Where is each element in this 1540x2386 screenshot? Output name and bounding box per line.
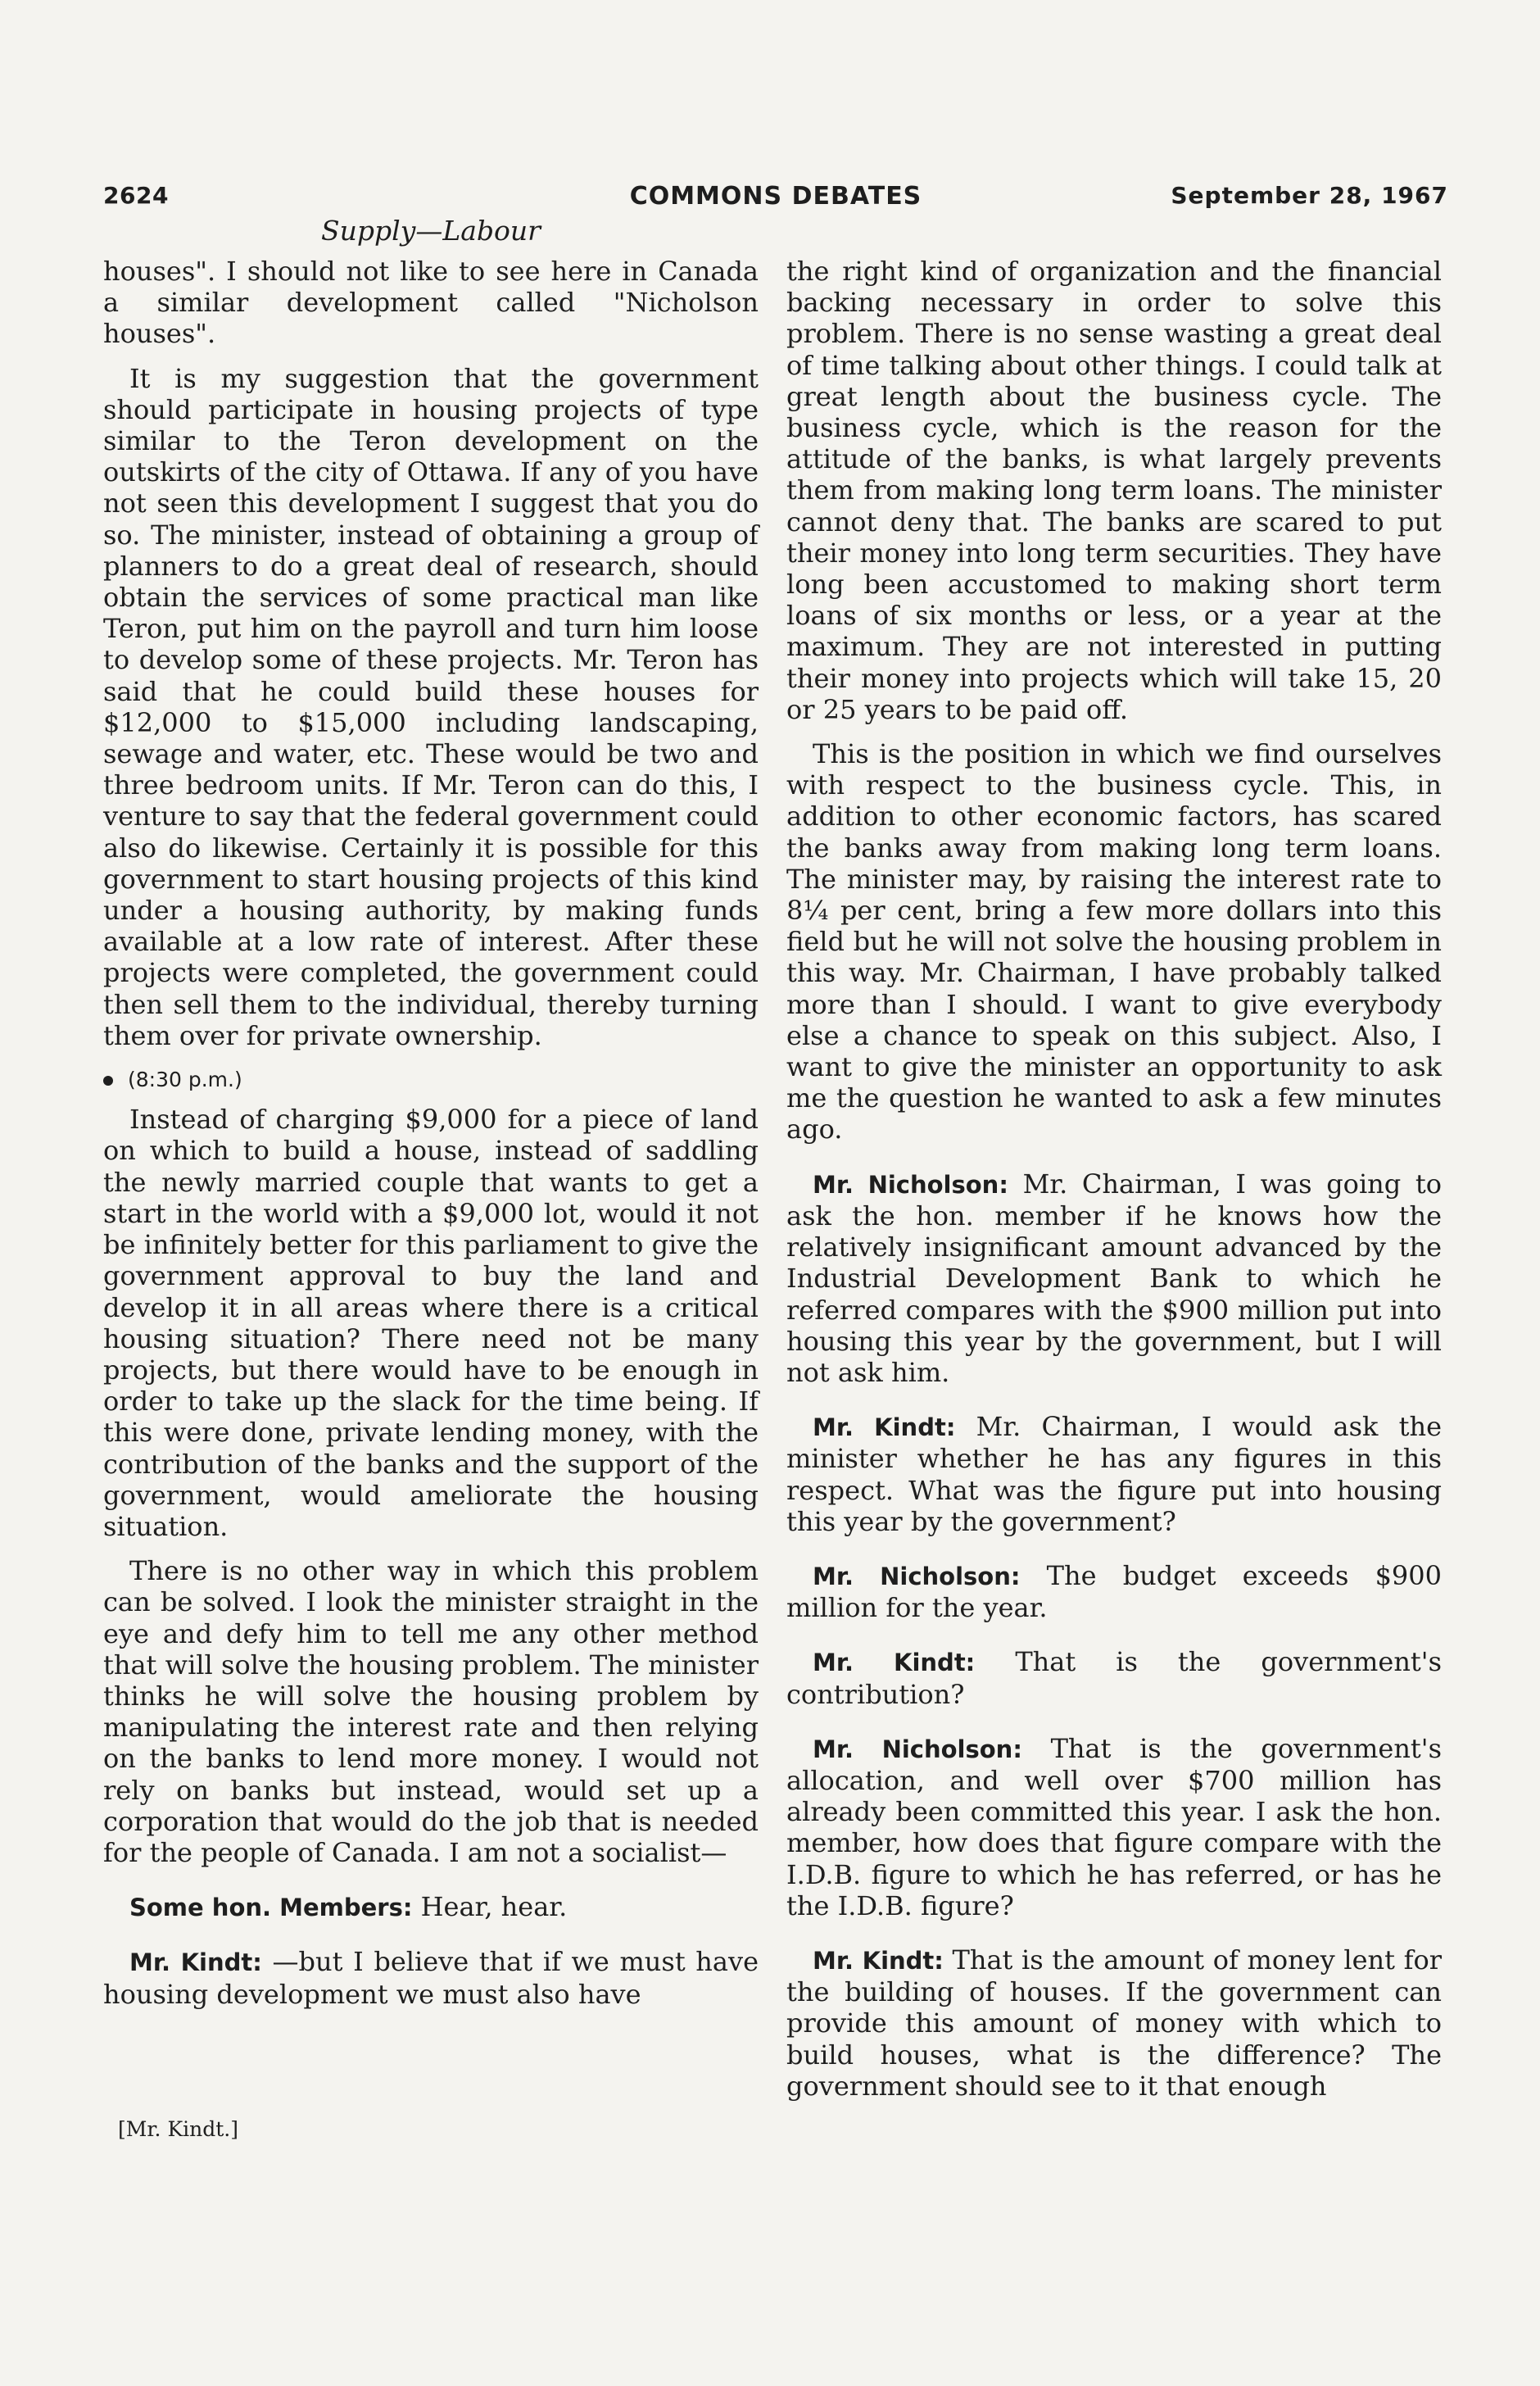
right-column [786, 256, 1442, 2115]
speaker-name: Some hon. Members: [129, 1894, 413, 1922]
speaker-footnote: [Mr. Kindt.] [118, 2117, 238, 2141]
speaker-name: Mr. Kindt: [129, 1948, 262, 1977]
speech [786, 1944, 1442, 2102]
time-marker-text: (8:30 p.m.) [128, 1068, 242, 1092]
speech-text: That is the amount of money lent for the building of houses. If the government can provide this amount of money with which to build houses, what is the difference? The government should see to it that enough [786, 1944, 1443, 2102]
speaker-name: Mr. Kindt: [813, 1946, 944, 1975]
publication-title: COMMONS DEBATES [629, 182, 922, 211]
speech-text: That is the government's contribution? [786, 1646, 1442, 1710]
speaker-name: Mr. Nicholson: [813, 1562, 1021, 1590]
speech [103, 1946, 759, 2009]
page-header [103, 182, 1448, 218]
speech [786, 1646, 1442, 1709]
speech-text: Hear, hear. [420, 1891, 568, 1923]
speech-text: The budget exceeds $900 million for the year. [786, 1559, 1443, 1624]
paragraph: Instead of charging $9,000 for a piece of land on which to build a house, instead of saddling the newly married couple that wants to get a start in the world with a $9,000 lot, would it not be infinitely better for this parliament to give the government approval to buy the land and develop it in all areas where there is a critical housing situation? There need not be many projects, but there would have to be enough in order to take up the slack for the time being. If this were done, private lending money, with the contribution of the banks and the support of the government, would ameliorate the housing situation. [103, 1104, 759, 1542]
speaker-name: Mr. Nicholson: [813, 1170, 1008, 1199]
paragraph: the right kind of organization and the financial backing necessary in order to solve this problem. There is no sense wasting a great deal of time talking about other things. I could talk at great length about the business cycle. The business cycle, which is the reason for the attitude of the banks, is what largely prevents them from making long term loans. The minister cannot deny that. The banks are scared to put their money into long term securities. They have long been accustomed to making short term loans of six months or less, or a year at the maximum. They are not interested in putting their money into projects which will take 15, 20 or 25 years to be paid off. [786, 256, 1442, 725]
paragraph: This is the position in which we find ourselves with respect to the business cycle. This, in addition to other economic factors, has scared the banks away from making long term loans. The minister may, by raising the interest rate to 8¼ per cent, bring a few more dollars into this field but he will not solve the housing problem in this way. Mr. Chairman, I have probably talked more than I should. I want to give everybody else a chance to speak on this subject. Also, I want to give the minister an opportunity to ask me the question he wanted to ask a few minutes ago. [786, 738, 1442, 1145]
speech [786, 1733, 1442, 1921]
speech [103, 1891, 759, 1923]
left-column [103, 256, 759, 2023]
speech [786, 1560, 1442, 1623]
page-date: September 28, 1967 [1171, 182, 1448, 209]
speech-text: Mr. Chairman, I would ask the minister whether he has any figures in this respect. What was the figure put into housing this year by the government? [786, 1411, 1442, 1537]
paragraph: It is my suggestion that the government should participate in housing projects of type similar to the Teron development on the outskirts of the city of Ottawa. If any of you have not seen this development I suggest that you do so. The minister, instead of obtaining a group of planners to do a great deal of research, should obtain the services of some practical man like Teron, put him on the payroll and turn him loose to develop some of these projects. Mr. Teron has said that he could build these houses for $12,000 to $15,000 including landscaping, sewage and water, etc. These would be two and three bedroom units. If Mr. Teron can do this, I venture to say that the federal government could also do likewise. Certainly it is possible for this government to start housing projects of this kind under a housing authority, by making funds available at a low rate of interest. After these projects were completed, the government could then sell them to the individual, thereby turning them over for private ownership. [103, 362, 759, 1051]
speaker-name: Mr. Nicholson: [813, 1735, 1022, 1763]
speech-text: —but I believe that if we must have housing development we must also have [103, 1946, 759, 2010]
bullet-icon [103, 1076, 113, 1086]
speech [786, 1168, 1442, 1388]
page-number: 2624 [103, 182, 169, 209]
speech [786, 1411, 1442, 1537]
paragraph: There is no other way in which this problem can be solved. I look the minister straight in the eye and defy him to tell me any other method that will solve the housing problem. The minister thinks he will solve the housing problem by manipulating the interest rate and then relying on the banks to lend more money. I would not rely on banks but instead, would set up a corporation that would do the job that is needed for the people of Canada. I am not a socialist— [103, 1555, 759, 1868]
speaker-name: Mr. Kindt: [813, 1413, 956, 1442]
paragraph: houses". I should not like to see here in Canada a similar development called "Nicholson houses". [103, 256, 759, 350]
speaker-name: Mr. Kindt: [813, 1649, 976, 1677]
speech-text: Mr. Chairman, I was going to ask the hon. member if he knows how the relatively insignificant amount advanced by the Industrial Development Bank to which he referred compares with the $900 million put into housing this year by the government, but I will not ask him. [786, 1168, 1443, 1388]
time-marker [103, 1064, 759, 1095]
section-subheading: Supply—Labour [321, 215, 541, 247]
speech-text: That is the government's allocation, and well over $700 million has already been committed this year. I ask the hon. member, how does that figure compare with the I.D.B. figure to which he has referred, or has he the I.D.B. figure? [786, 1732, 1443, 1921]
